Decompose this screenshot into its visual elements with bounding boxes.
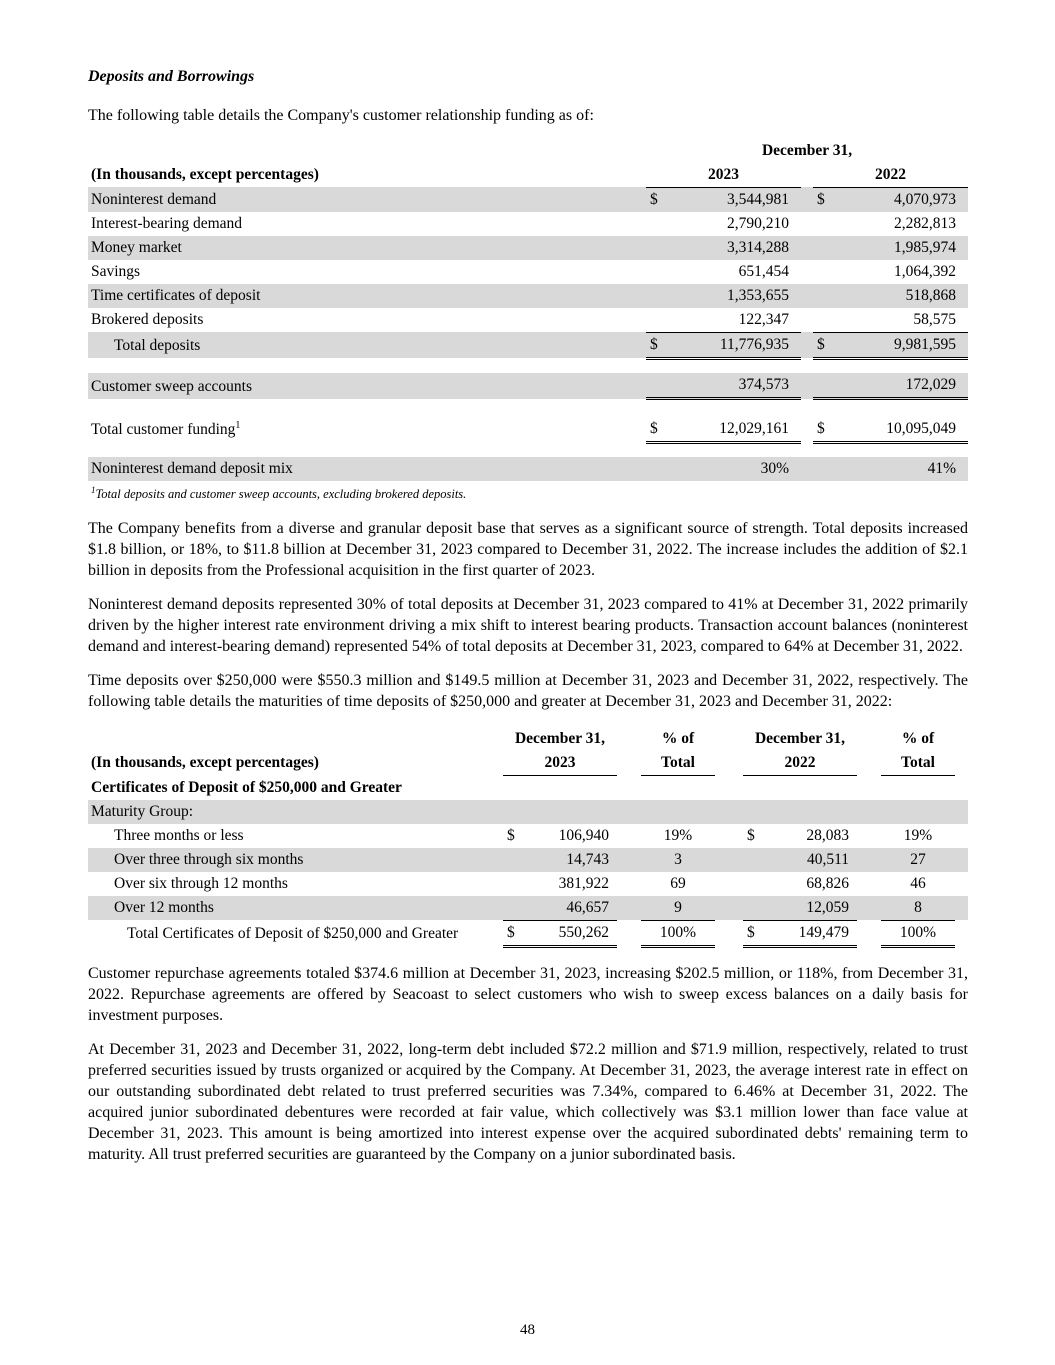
- gap-cell: [857, 848, 881, 872]
- dollar-sign-2022: [743, 872, 765, 896]
- dollar-sign-2023: $: [646, 414, 670, 442]
- paragraph-noninterest-mix: Noninterest demand deposits represented 30% of total deposits at December 31, 2023 compared to 41% at December 31, 2022 primarily driven by the higher interest rate environment driving a mix shift to interest bearing products. Transaction account balances (noninterest demand and interest-bearing demand) represented 54% of total deposits at December 31, 2023, compared to 64% at December 31, 2022.: [88, 596, 968, 656]
- amount-2022: 1,985,974: [894, 238, 956, 256]
- gap-cell: [617, 727, 641, 751]
- row-label: Over three through six months: [114, 850, 304, 868]
- pad-cell: [956, 373, 968, 399]
- tail-cell: [955, 727, 968, 751]
- dollar-sign-2023: [503, 872, 525, 896]
- units-header: (In thousands, except percentages): [91, 166, 319, 184]
- pad-cell: [789, 373, 801, 399]
- dollar-sign-2023: [646, 260, 670, 284]
- amount-2022: 1,064,392: [894, 262, 956, 280]
- units-header: (In thousands, except percentages): [91, 754, 319, 772]
- tail-cell: [955, 751, 968, 776]
- amount-2023: 14,743: [566, 850, 609, 868]
- gap-cell: [857, 727, 881, 751]
- amount-2022: 518,868: [905, 286, 956, 304]
- amount-2023: 106,940: [558, 826, 609, 844]
- row-label: Customer sweep accounts: [91, 377, 252, 395]
- funding-table-row: [88, 187, 968, 212]
- gap-cell: [801, 284, 813, 308]
- funding-table-row: [88, 373, 968, 399]
- section-header-row: [88, 775, 968, 800]
- dollar-sign-2022: [813, 236, 837, 260]
- funding-table-row: [88, 260, 968, 284]
- amount-2023: 12,029,161: [670, 414, 789, 442]
- total-header-2023: Total: [641, 751, 715, 776]
- gap-cell: [801, 260, 813, 284]
- maturity-table-row: [88, 920, 968, 946]
- date-header-row: [88, 139, 968, 163]
- gap-cell: [715, 824, 743, 848]
- amount-2023: 46,657: [566, 898, 609, 916]
- gap-cell: [715, 751, 743, 776]
- tail-cell: [955, 824, 968, 848]
- pad-cell: [789, 187, 801, 212]
- dollar-sign-2023: [503, 896, 525, 921]
- spacer-row: [88, 358, 968, 373]
- percent-2023: 9: [674, 898, 682, 916]
- dollar-sign-2022: $: [813, 332, 837, 358]
- amount-2023: 1,353,655: [727, 286, 789, 304]
- percent-2023: 100%: [641, 920, 715, 946]
- pad-cell: [609, 920, 617, 946]
- tail-cell: [955, 896, 968, 921]
- year-header-row: [88, 163, 968, 188]
- tail-cell: [955, 920, 968, 946]
- dollar-sign-2023: [646, 308, 670, 333]
- empty-cell: [88, 139, 646, 163]
- col-header-pct-2023: % of: [661, 729, 695, 747]
- maturity-header-row-1: [88, 727, 968, 751]
- intro-paragraph: The following table details the Company's customer relationship funding as of:: [88, 107, 594, 124]
- gap-cell: [801, 457, 813, 481]
- pad-cell: [789, 457, 801, 481]
- spacer-cell: [88, 358, 968, 373]
- dollar-sign-2022: [813, 260, 837, 284]
- funding-table-body: [88, 187, 968, 481]
- gap-cell: [715, 920, 743, 946]
- pad-cell: [956, 187, 968, 212]
- amount-2022: 9,981,595: [837, 332, 956, 358]
- dollar-sign-2022: [743, 848, 765, 872]
- row-label: Brokered deposits: [91, 311, 204, 329]
- row-label: Noninterest demand: [91, 190, 217, 208]
- pad-cell: [609, 896, 617, 921]
- pad-cell: [956, 212, 968, 236]
- row-label: Total deposits: [114, 337, 201, 355]
- maturity-header-row-2: [88, 751, 968, 776]
- funding-table: [88, 139, 968, 481]
- dollar-sign-2022: [813, 373, 837, 399]
- row-label: Noninterest demand deposit mix: [91, 460, 293, 478]
- gap-cell: [801, 414, 813, 442]
- spacer-cell: [88, 399, 968, 414]
- paragraph-longterm-debt: At December 31, 2023 and December 31, 2022, long-term debt included $72.2 million and $71.9 million, respectively, related to trust preferred securities issued by trusts organized or acquired by the Company. At December 31, 2023, the average interest rate in effect on our outstanding subordinated debt related to trust preferred securities was 7.34%, compared to 6.46% at December 31, 2022. The acquired junior subordinated debentures were recorded at fair value, which collectively was $3.1 million lower than face value at December 31, 2023. This amount is being amortized into interest expense over the acquired subordinated debts' remaining term to maturity. All trust preferred securities are guaranteed by the Company on a junior subordinated basis.: [88, 1040, 968, 1163]
- amount-2023: 2,790,210: [727, 214, 789, 232]
- dollar-sign-2023: $: [650, 190, 658, 208]
- amount-2022: 10,095,049: [837, 414, 956, 442]
- dollar-sign-2022: [813, 212, 837, 236]
- pad-cell: [849, 872, 857, 896]
- gap-cell: [801, 236, 813, 260]
- dollar-sign-2023: [646, 373, 670, 399]
- gap-cell: [801, 332, 813, 358]
- percent-2022: 100%: [881, 920, 955, 946]
- amount-2023: 381,922: [558, 874, 609, 892]
- amount-2023: 3,544,981: [727, 190, 789, 208]
- row-label: Three months or less: [114, 826, 244, 844]
- gap-cell: [857, 920, 881, 946]
- col-header-date-2022: December 31,: [754, 729, 846, 747]
- dollar-sign-2023: [646, 284, 670, 308]
- gap-cell: [801, 163, 813, 188]
- gap-cell: [801, 373, 813, 399]
- percent-2022: 8: [914, 898, 922, 916]
- dollar-sign-2022: [813, 308, 837, 333]
- date-header: December 31,: [761, 141, 853, 159]
- pad-cell: [956, 236, 968, 260]
- pad-cell: [789, 332, 801, 358]
- amount-2022: 40,511: [806, 850, 849, 868]
- total-header-2022: Total: [881, 751, 955, 776]
- col-header-pct-2022: % of: [901, 729, 935, 747]
- gap-cell: [715, 872, 743, 896]
- maturity-table: [88, 727, 968, 948]
- amount-2023: 651,454: [738, 262, 789, 280]
- tail-cell: [955, 848, 968, 872]
- row-label: Maturity Group:: [91, 802, 194, 820]
- gap-cell: [801, 308, 813, 333]
- maturity-table-row: [88, 848, 968, 872]
- amount-2022: 4,070,973: [894, 190, 956, 208]
- gap-cell: [715, 727, 743, 751]
- pad-cell: [849, 896, 857, 921]
- dollar-sign-2022: [813, 284, 837, 308]
- footnote-text: Total deposits and customer sweep accounts, excluding brokered deposits.: [95, 487, 467, 502]
- gap-cell: [617, 824, 641, 848]
- pad-cell: [956, 260, 968, 284]
- maturity-table-row: [88, 824, 968, 848]
- section-header: Certificates of Deposit of $250,000 and Greater: [91, 778, 402, 796]
- pad-cell: [789, 308, 801, 333]
- gap-cell: [801, 187, 813, 212]
- section-heading: Deposits and Borrowings: [88, 68, 255, 85]
- pad-cell: [956, 308, 968, 333]
- gap-cell: [715, 896, 743, 921]
- empty-cell: [88, 727, 503, 751]
- dollar-sign-2023: [646, 212, 670, 236]
- funding-table-row: [88, 236, 968, 260]
- dollar-sign-2022: $: [817, 190, 825, 208]
- pad-cell: [789, 212, 801, 236]
- page-number: 48: [520, 1322, 535, 1338]
- percent-2023: 19%: [663, 826, 693, 844]
- funding-table-row: [88, 457, 968, 481]
- dollar-sign-2023: [646, 236, 670, 260]
- maturity-table-row: [88, 872, 968, 896]
- pad-cell: [956, 414, 968, 442]
- pad-cell: [849, 824, 857, 848]
- amount-2023: 374,573: [670, 373, 789, 399]
- year-header-2023: 2023: [503, 751, 617, 776]
- dollar-sign-2023: [646, 457, 670, 481]
- amount-2023: 11,776,935: [670, 332, 789, 358]
- row-label: Time certificates of deposit: [91, 286, 261, 304]
- maturity-table-row: [88, 800, 968, 824]
- gap-cell: [617, 848, 641, 872]
- percent-2023: 3: [674, 850, 682, 868]
- row-label: Over 12 months: [114, 899, 214, 917]
- gap-cell: [857, 751, 881, 776]
- percent-2023: 69: [670, 874, 686, 892]
- gap-cell: [801, 212, 813, 236]
- pad-cell: [789, 260, 801, 284]
- maturity-table-body: [88, 800, 968, 947]
- amount-2023: 3,314,288: [727, 238, 789, 256]
- dollar-sign-2023: [503, 848, 525, 872]
- spacer-cell: [88, 442, 968, 457]
- pad-cell: [789, 236, 801, 260]
- amount-2022: 12,059: [806, 898, 849, 916]
- pad-cell: [609, 872, 617, 896]
- amount-2022: 149,479: [765, 920, 849, 946]
- funding-table-row: [88, 212, 968, 236]
- pad-cell: [609, 848, 617, 872]
- row-label: Savings: [91, 262, 141, 280]
- gap-cell: [857, 896, 881, 921]
- funding-table-row: [88, 284, 968, 308]
- gap-cell: [617, 896, 641, 921]
- dollar-sign-2023: $: [503, 920, 525, 946]
- percent-2022: 27: [910, 850, 926, 868]
- year-header-2022: 2022: [813, 163, 968, 188]
- paragraph-repurchase-agreements: Customer repurchase agreements totaled $374.6 million at December 31, 2023, increasing $202.5 million, or 118%, from December 31, 2022. Repurchase agreements are offered by Seacoast to select customers who wish to sweep excess balances on a daily basis for investment purposes.: [88, 964, 968, 1024]
- amount-2022: 41%: [927, 460, 956, 478]
- pad-cell: [956, 332, 968, 358]
- maturity-table-row: [88, 896, 968, 921]
- gap-cell: [857, 824, 881, 848]
- paragraph-time-deposits: Time deposits over $250,000 were $550.3 million and $149.5 million at December 31, 2023 and December 31, 2022, respectively. The following table details the maturities of time deposits of $250,000 and greater at December 31, 2023 and December 31, 2022:: [88, 671, 968, 710]
- amount-2023: 550,262: [525, 920, 609, 946]
- row-label: Interest-bearing demand: [91, 214, 243, 232]
- amount-2022: 58,575: [837, 308, 956, 333]
- amount-2023: 122,347: [670, 308, 789, 333]
- dollar-sign-2023: $: [507, 826, 515, 844]
- percent-2022: 19%: [903, 826, 933, 844]
- dollar-sign-2022: [743, 896, 765, 921]
- paragraph-deposit-base: The Company benefits from a diverse and granular deposit base that serves as a significant source of strength. Total deposits increased $1.8 billion, or 18%, to $11.8 billion at December 31, 2023 compared to December 31, 2022. The increase includes the addition of $2.1 billion in deposits from the Professional acquisition in the first quarter of 2023.: [88, 520, 968, 580]
- dollar-sign-2022: $: [743, 920, 765, 946]
- funding-table-row: [88, 308, 968, 333]
- footnote-ref: 1: [235, 419, 241, 431]
- dollar-sign-2023: $: [646, 332, 670, 358]
- footnote-marker: 1: [91, 485, 96, 496]
- pad-cell: [609, 824, 617, 848]
- row-label: Over six through 12 months: [114, 874, 288, 892]
- col-header-date-2023: December 31,: [514, 729, 606, 747]
- tail-cell: [955, 872, 968, 896]
- row-label: Money market: [91, 238, 182, 256]
- pad-cell: [956, 457, 968, 481]
- amount-2022: 68,826: [806, 874, 849, 892]
- gap-cell: [617, 751, 641, 776]
- pad-cell: [956, 284, 968, 308]
- pad-cell: [789, 414, 801, 442]
- amount-2023: 30%: [760, 460, 789, 478]
- table-footnote: [91, 485, 968, 502]
- percent-2022: 46: [910, 874, 926, 892]
- row-label: Total customer funding$^1$: [91, 419, 241, 439]
- pad-cell: [849, 848, 857, 872]
- dollar-sign-2022: $: [747, 826, 755, 844]
- pad-cell: [849, 920, 857, 946]
- funding-table-row: [88, 414, 968, 442]
- dollar-sign-2022: $: [813, 414, 837, 442]
- spacer-row: [88, 399, 968, 414]
- pad-cell: [789, 284, 801, 308]
- amount-2022: 172,029: [837, 373, 956, 399]
- year-header-2023: 2023: [646, 163, 801, 188]
- gap-cell: [617, 920, 641, 946]
- year-header-2022: 2022: [743, 751, 857, 776]
- amount-2022: 28,083: [806, 826, 849, 844]
- spacer-row: [88, 442, 968, 457]
- dollar-sign-2022: [813, 457, 837, 481]
- amount-2022: 2,282,813: [894, 214, 956, 232]
- row-label: Total Certificates of Deposit of $250,000 and Greater: [127, 925, 459, 943]
- funding-table-row: [88, 332, 968, 358]
- gap-cell: [715, 848, 743, 872]
- gap-cell: [857, 872, 881, 896]
- gap-cell: [617, 872, 641, 896]
